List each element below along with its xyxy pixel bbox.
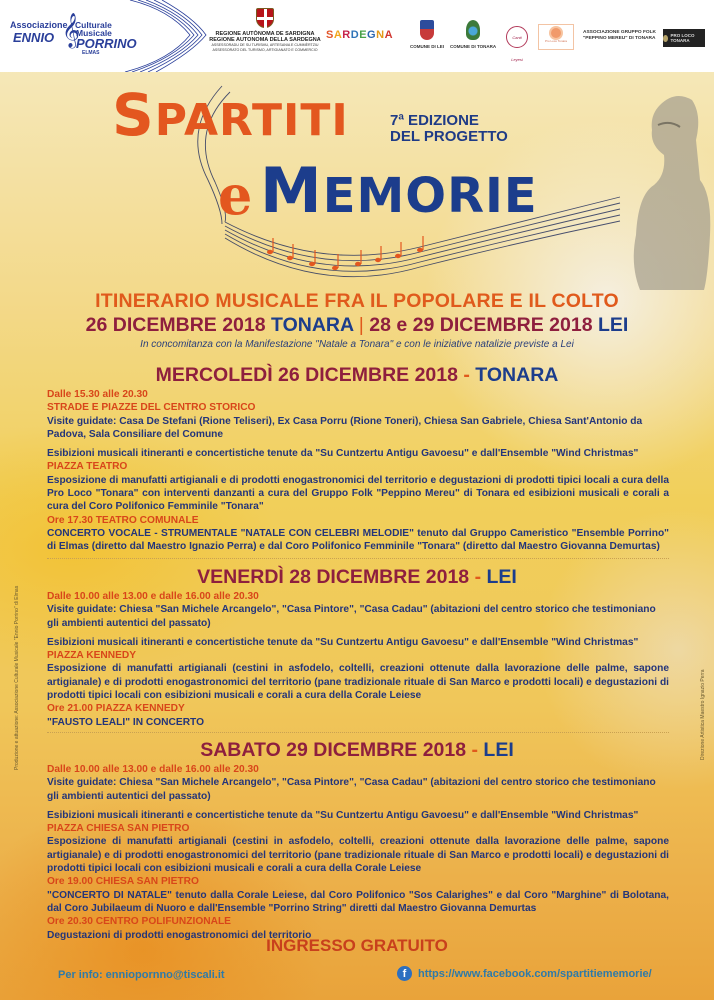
sun-logo: Pro Loco Tonara	[538, 24, 574, 50]
sponsor-header	[0, 0, 714, 72]
section-divider	[47, 558, 669, 559]
sardinia-crest-icon	[256, 8, 274, 28]
title-e: e	[218, 163, 253, 227]
sardegna-brand-logo: SARDEGNA	[326, 29, 394, 41]
artistic-direction-credit: Direzione Artistica Maestro Ignazio Perra	[700, 669, 706, 760]
gruppo-folk-logo: ASSOCIAZIONE GRUPPO FOLK "PEPPINO MEREU" DI TONARA	[583, 30, 657, 41]
comune-tonara-logo: COMUNE DI TONARA	[450, 20, 496, 49]
comune-lei-logo: COMUNE DI LEI	[410, 20, 444, 49]
day-section-friday: Dalle 10.00 alle 13.00 e dalle 16.00 alle 20.30 Visite guidate: Chiesa "San Michele Arcangelo", "Casa Pintore", "Casa Cadau" (abitazioni del centro storico che testimoniano gli ambienti autentici del passato) Esibizioni musicali itineranti e concertistiche tenute da "Su Cuntzertu Antigu Gavoesu" e dall'Ensemble "Wind Christmas" PIAZZA KENNEDY Esposizione di manufatti artigianali (cestini in asfodelo, coltelli, creazioni ottenute dalla lavorazione delle palme, sapone artigianale) e di prodotti enogastronomici del territorio (pane tradizionale rituale di San Marco e prodotti locali) e degustazioni di prodotti tipici locali con esibizioni musicali e corali a cura della Corale Leiese Ore 21.00 PIAZZA KENNEDY "FAUSTO LEALI" IN CONCERTO	[47, 591, 669, 728]
sun-icon	[551, 28, 561, 38]
facebook-link[interactable]	[397, 966, 652, 981]
title-spartiti: SPARTITI	[112, 81, 349, 149]
porrino-association-logo: Associazione ENNIO 𝄞 Culturale Musicale PORRINO ELMAS	[10, 14, 137, 56]
regione-sardegna-logo: REGIONE AUTÒNOMA DE SARDIGNA REGIONE AUTONOMA DELLA SARDEGNA ASSESSORADU DE SU TURISMU, ARTESANIA E CUMMÈRTZIU ASSESSORATO DEL TURISMO, ARTIGIANATO E COMMERCIO	[205, 8, 325, 52]
title-memorie: MEMORIE	[260, 154, 538, 227]
day-heading-saturday: SABATO 29 DICEMBRE 2018 - LEI	[200, 739, 514, 761]
facebook-url[interactable]: https://www.facebook.com/spartitiememorie/	[418, 967, 652, 980]
itinerary-heading: ITINERARIO MUSICALE FRA IL POPOLARE E IL COLTO	[95, 290, 619, 312]
pro-loco-tonara-logo: PRO LOCO TONARA	[663, 29, 705, 47]
concomitance-note: In concomitanza con la Manifestazione "Natale a Tonara" e con le iniziative natalizie previste a Lei	[140, 339, 574, 350]
nuragic-statue-image	[620, 85, 714, 290]
production-credit: Produzione e attuazione: Associazione Culturale Musicale "Ennio Porrino" di Elmas	[14, 585, 20, 770]
day-heading-wednesday: MERCOLEDÌ 26 DICEMBRE 2018 - TONARA	[155, 364, 559, 386]
day-section-wednesday: Dalle 15.30 alle 20.30 STRADE E PIAZZE DEL CENTRO STORICO Visite guidate: Casa De Stefani (Rione Teliseri), Ex Casa Porru (Rione Toneri), Chiesa San Gabriele, Chiesa Sant'Antonio da Padova, Sala Consiliare del Comune Esibizioni musicali itineranti e concertistiche tenute da "Su Cuntzertu Antigu Gavoesu" e dall'Ensemble "Wind Christmas" PIAZZA TEATRO Esposizione di manufatti artigianali e di prodotti enogastronomici del territorio e degustazioni di prodotti tipici locali a cura della Pro Loco "Tonara" con interventi danzanti a cura del Gruppo Folk "Peppino Mereu" di Tonara ed esibizioni musicali e corali a cura del Coro Polifonico Femminile "Tonara" Ore 17.30 TEATRO COMUNALE CONCERTO VOCALE - STRUMENTALE "NATALE CON CELEBRI MELODIE" tenuto dal Gruppo Cameristico "Ensemble Porrino" di Elmas (diretto dal Maestro Ignazio Perra) e dal Coro Polifonico Femminile "Tonara" (diretto dal Maestro Giovanna Demurtas)	[47, 389, 669, 553]
tonara-shield-icon	[466, 20, 480, 40]
subtitle-block	[0, 290, 714, 350]
dates-heading: 26 DICEMBRE 2018 TONARA | 28 e 29 DICEMBRE 2018 LEI	[85, 314, 629, 336]
canti-leyesi-logo: Canti Leyesi	[506, 26, 528, 48]
edition-label: 7ª EDIZIONE DEL PROGETTO	[390, 112, 508, 145]
free-entry-label: INGRESSO GRATUITO	[266, 936, 448, 955]
staff-curves-decoration	[110, 0, 220, 72]
day-heading-friday: VENERDÌ 28 DICEMBRE 2018 - LEI	[197, 566, 517, 588]
treble-clef-icon: 𝄞	[62, 14, 80, 47]
section-divider	[47, 732, 669, 733]
day-section-saturday: Dalle 10.00 alle 13.00 e dalle 16.00 alle 20.30 Visite guidate: Chiesa "San Michele Arcangelo", "Casa Pintore", "Casa Cadau" (abitazioni del centro storico che testimoniano gli ambienti autentici del passato) Esibizioni musicali itineranti e concertistiche tenute da "Su Cuntzertu Antigu Gavoesu" e dall'Ensemble "Wind Christmas" PIAZZA CHIESA SAN PIETRO Esposizione di manufatti artigianali (cestini in asfodelo, coltelli, creazioni ottenute dalla lavorazione delle palme, sapone artigianale) e di prodotti enogastronomici del territorio (pane tradizionale rituale di San Marco e prodotti locali) e degustazioni di prodotti tipici locali con esibizioni musicali e corali a cura della Corale Leiese Ore 19.00 CHIESA SAN PIETRO "CONCERTO DI NATALE" tenuto dalla Corale Leiese, dal Coro Polifonico "Sos Calarighes" e dal Coro "Marghine" di Bolotana, dal Coro Jubilaeum di Nuoro e dall'Ensemble "Porrino String" diretti dal Maestro Giovanna Demurtas Ore 20.30 CENTRO POLIFUNZIONALE Degustazioni di prodotti enogastronomici del territorio	[47, 764, 669, 941]
info-email-link[interactable]: Per info: enniopornno@tiscali.it	[58, 969, 225, 981]
emblem-icon	[663, 35, 668, 42]
lei-shield-icon	[420, 20, 434, 40]
facebook-icon: f	[397, 966, 412, 981]
